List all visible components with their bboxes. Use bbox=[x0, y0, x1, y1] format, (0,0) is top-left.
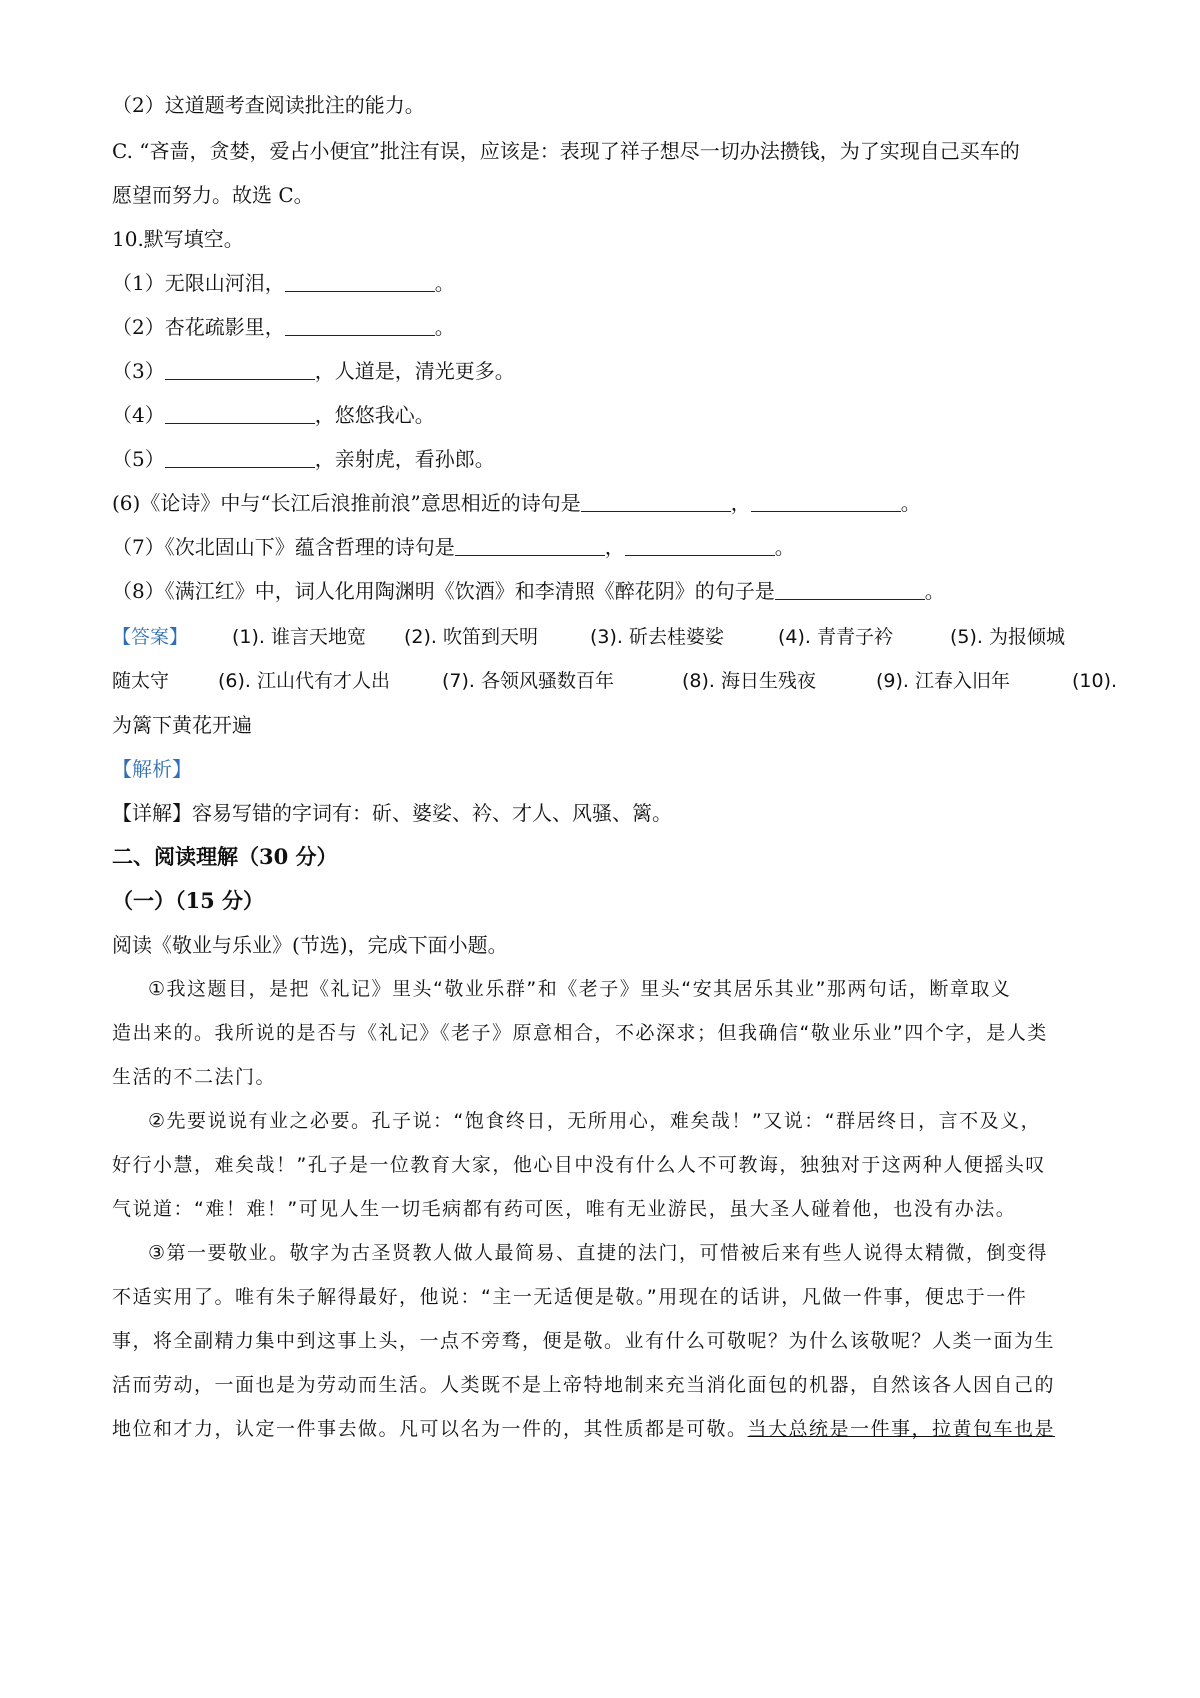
passage-paragraph-3 bbox=[112, 1238, 1102, 1468]
blank-2-suffix: 。 bbox=[434, 315, 455, 339]
blank-3-suffix: ，人道是，清光更多。 bbox=[314, 359, 515, 383]
blank-2-prefix: （2）杏花疏影里， bbox=[112, 315, 285, 339]
passage-paragraph-1 bbox=[112, 974, 1102, 1114]
answer-item: (6). 江山代有才人出 bbox=[218, 670, 390, 692]
answer-item: (5). 为报倾城 bbox=[950, 626, 1065, 648]
blank-5-suffix: ，亲射虎，看孙郎。 bbox=[314, 447, 495, 471]
blank-6-suffix: 。 bbox=[900, 491, 921, 515]
passage-line: 造出来的。我所说的是否与《礼记》《老子》原意相合，不必深求；但我确信“敬业乐业”四个字，是人类 bbox=[112, 1022, 1048, 1044]
blank-field bbox=[751, 493, 901, 512]
answer-item: (1). 谁言天地宽 bbox=[232, 626, 366, 648]
passage-paragraph-2 bbox=[112, 1106, 1102, 1246]
blank-field bbox=[285, 317, 435, 336]
blank-5-prefix: （5） bbox=[112, 447, 165, 471]
underlined-sentence: 当大总统是一件事，拉黄包车也是 bbox=[747, 1418, 1056, 1440]
analysis-label: 【解析】 bbox=[112, 757, 192, 781]
fill-blank-5 bbox=[112, 444, 495, 474]
blank-8-suffix: 。 bbox=[924, 579, 945, 603]
answer-label: 【答案】 bbox=[112, 626, 189, 648]
reading-intro: 阅读《敬业与乐业》(节选)，完成下面小题。 bbox=[112, 933, 508, 957]
fill-blank-8 bbox=[112, 576, 945, 606]
blank-field bbox=[581, 493, 731, 512]
passage-text: 地位和才力，认定一件事去做。凡可以名为一件的，其性质都是可敬。 bbox=[112, 1418, 748, 1440]
subsection-title: （一）（15 分） bbox=[112, 888, 265, 913]
blank-field bbox=[165, 449, 315, 468]
answer-note-line: （2）这道题考查阅读批注的能力。 bbox=[112, 93, 425, 117]
blank-field bbox=[455, 537, 605, 556]
passage-line: 活而劳动，一面也是为劳动而生活。人类既不是上帝特地制来充当消化面包的机器，自然该各人因自己的 bbox=[112, 1374, 1056, 1396]
answer-row-3: 为篱下黄花开遍 bbox=[112, 713, 252, 737]
option-c-line: C. “吝啬，贪婪，爱占小便宜”批注有误，应该是：表现了祥子想尽一切办法攒钱，为了实现自己买车的 bbox=[112, 139, 1020, 163]
answer-item: (3). 斫去桂婆娑 bbox=[590, 626, 724, 648]
blank-1-prefix: （1）无限山河泪， bbox=[112, 271, 285, 295]
fill-blank-1 bbox=[112, 268, 455, 298]
blank-field bbox=[625, 537, 775, 556]
passage-line: 不适实用了。唯有朱子解得最好，他说：“主一无适便是敬。”用现在的话讲，凡做一件事，便忠于一件 bbox=[112, 1286, 1028, 1308]
passage-line-last bbox=[112, 1414, 1055, 1444]
fill-blank-7 bbox=[112, 532, 795, 562]
blank-1-suffix: 。 bbox=[434, 271, 455, 295]
answer-item: 随太守 bbox=[112, 670, 170, 692]
blank-6-prefix: (6)《论诗》中与“长江后浪推前浪”意思相近的诗句是 bbox=[112, 491, 581, 515]
fill-blank-2 bbox=[112, 312, 455, 342]
blank-7-prefix: （7）《次北固山下》蕴含哲理的诗句是 bbox=[112, 535, 455, 559]
section-title: 二、阅读理解（30 分） bbox=[112, 844, 338, 869]
blank-6-sep: ， bbox=[730, 491, 751, 515]
fill-blank-4 bbox=[112, 400, 435, 430]
passage-line: 气说道：“难！难！”可见人生一切毛病都有药可医，唯有无业游民，虽大圣人碰着他，也没有办法。 bbox=[112, 1198, 1017, 1220]
analysis-detail: 【详解】容易写错的字词有：斫、婆娑、衿、才人、风骚、篱。 bbox=[112, 801, 672, 825]
answer-item: (8). 海日生残夜 bbox=[682, 670, 816, 692]
answer-item: (10). bbox=[1072, 670, 1118, 692]
passage-line: 事，将全副精力集中到这事上头，一点不旁骛，便是敬。业有什么可敬呢？为什么该敬呢？人类一面为生 bbox=[112, 1330, 1056, 1352]
passage-line: 好行小慧，难矣哉！”孔子是一位教育大家，他心目中没有什么人不可教诲，独独对于这两种人便摇头叹 bbox=[112, 1154, 1046, 1176]
blank-7-suffix: 。 bbox=[774, 535, 795, 559]
passage-line: ③第一要敬业。敬字为古圣贤教人做人最简易、直捷的法门，可惜被后来有些人说得太精微，倒变得 bbox=[148, 1242, 1049, 1264]
blank-4-prefix: （4） bbox=[112, 403, 165, 427]
blank-4-suffix: ，悠悠我心。 bbox=[314, 403, 435, 427]
blank-7-sep: ， bbox=[604, 535, 625, 559]
blank-field bbox=[285, 273, 435, 292]
blank-field bbox=[165, 405, 315, 424]
fill-blank-3 bbox=[112, 356, 515, 386]
blank-field bbox=[165, 361, 315, 380]
blank-8-prefix: （8）《满江红》中，词人化用陶渊明《饮酒》和李清照《醉花阴》的句子是 bbox=[112, 579, 775, 603]
question-10-title: 10.默写填空。 bbox=[112, 227, 244, 251]
answer-item: (9). 江春入旧年 bbox=[876, 670, 1010, 692]
answer-item: (4). 青青子衿 bbox=[778, 626, 893, 648]
blank-3-prefix: （3） bbox=[112, 359, 165, 383]
fill-blank-6 bbox=[112, 488, 921, 518]
passage-line: 生活的不二法门。 bbox=[112, 1066, 277, 1088]
option-c-line-2: 愿望而努力。故选 C。 bbox=[112, 183, 314, 207]
answer-item: (7). 各领风骚数百年 bbox=[442, 670, 614, 692]
answer-item: (2). 吹笛到天明 bbox=[404, 626, 538, 648]
blank-field bbox=[775, 581, 925, 600]
passage-line: ①我这题目，是把《礼记》里头“敬业乐群”和《老子》里头“安其居乐其业”那两句话，断章取义 bbox=[148, 978, 1012, 1000]
passage-line: ②先要说说有业之必要。孔子说：“饱食终日，无所用心，难矣哉！”又说：“群居终日，言不及义， bbox=[148, 1110, 1042, 1132]
